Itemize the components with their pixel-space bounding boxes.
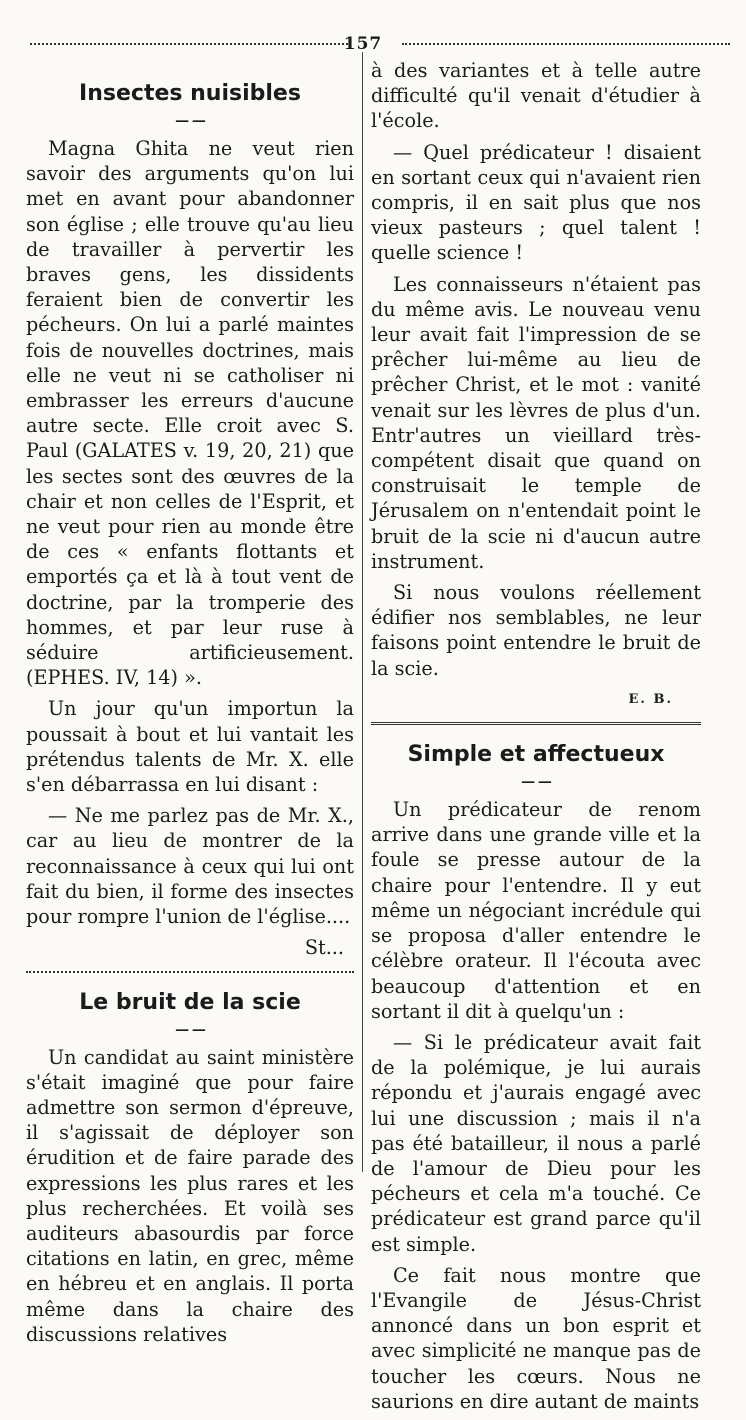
article-separator [26, 971, 354, 973]
left-column [26, 58, 354, 1353]
paragraph: Un candidat au saint ministère s'était imaginé que pour faire admettre son sermon d'épreuve, il s'agissait de déployer son érudition et de faire parade des expressions les plus rares et les plus recherchées. Et voilà ses auditeurs abasourdis par force citations en latin, en grec, même en hébreu et en anglais. Il porta même dans la chaire des discussions relatives [26, 1045, 354, 1346]
article-signature: E. B. [628, 691, 673, 707]
paragraph: Si nous voulons réellement édifier nos semblables, ne leur faisons point entendre le bruit de la scie. [371, 581, 701, 680]
paragraph: — Quel prédicateur ! disaient en sortant ceux qui n'avaient rien compris, il en sait plus que nos vieux pasteurs ; quel talent ! quelle science ! [371, 140, 701, 265]
header-rule-right [402, 43, 730, 45]
paragraph: — Si le prédicateur avait fait de la polémique, je lui aurais répondu et j'aurais engagé avec lui une discussion ; mais il n'a pas été batailleur, il nous a parlé de l'amour de Dieu pour les pécheurs et cela m'a touché. Ce prédicateur est grand parce qu'il est simple. [371, 1030, 701, 1256]
article-separator [371, 722, 701, 725]
paragraph: — Ne me parlez pas de Mr. X., car au lieu de montrer de la reconnaissance à ceux qui lui ont fait du bien, il forme des insectes pour rompre l'union de l'église.... [26, 804, 354, 929]
title-ornament: — — [175, 1021, 205, 1038]
page-number: 157 [343, 34, 383, 54]
title-ornament: — — [175, 113, 205, 129]
article-signature: St... [304, 936, 344, 960]
paragraph: Ce fait nous montre que l'Evangile de Jésus-Christ annoncé dans un bon esprit et avec simplicité ne manque pas de toucher les cœurs. Nous ne saurions en dire autant de maints [371, 1263, 701, 1413]
header-rule-left [30, 43, 348, 45]
article-title-insectes: Insectes nuisibles [79, 81, 301, 106]
title-ornament: — — [521, 774, 551, 791]
paragraph: Les connaisseurs n'étaient pas du même avis. Le nouveau venu leur avait fait l'impression de se prêcher lui-même au lieu de prêcher Christ, et le mot : vanité venait sur les lèvres de plus d'un. Entr'autres un vieillard très-compétent disait que quand on construisait le temple de Jérusalem on n'entendait point le bruit de la scie ni d'aucun autre instrument. [371, 272, 701, 573]
paragraph: Un jour qu'un importun la poussait à bout et lui vantait les prétendus talents de Mr. X. elle s'en débarrassa en lui disant : [26, 697, 354, 797]
paragraph: Magna Ghita ne veut rien savoir des arguments qu'on lui met en avant pour abandonner son église ; elle trouve qu'au lieu de travailler à pervertir les braves gens, les dissidents feraient bien de convertir les pécheurs. On lui a parlé maintes fois de nouvelles doctrines, mais elle ne veut ni se catholiser ni embrasser les erreurs d'aucune autre secte. Elle croit avec S. Paul (GALATES v. 19, 20, 21) que les sectes sont des œuvres de la chair et non celles de l'Esprit, et ne veut pour rien au monde être de ces « enfants flottants et emportés ça et là à tout vent de doctrine, par la tromperie des hommes, et par leur ruse à séduire artificieusement. (EPHES. IV, 14) ». [26, 137, 354, 690]
paragraph: à des variantes et à telle autre difficulté qu'il venait d'étudier à l'école. [371, 59, 701, 133]
article-title-bruit-scie: Le bruit de la scie [79, 989, 301, 1015]
article-title-simple-affectueux: Simple et affectueux [407, 742, 665, 768]
right-column [371, 58, 701, 1420]
column-divider [362, 52, 363, 1172]
paragraph: Un prédicateur de renom arrive dans une grande ville et la foule se presse autour de la chaire pour l'entendre. Il y eut même un négociant incrédule qui se proposa d'aller entendre le célèbre orateur. Il l'écouta avec beaucoup d'attention et en sortant il dit à quelqu'un : [371, 798, 701, 1023]
